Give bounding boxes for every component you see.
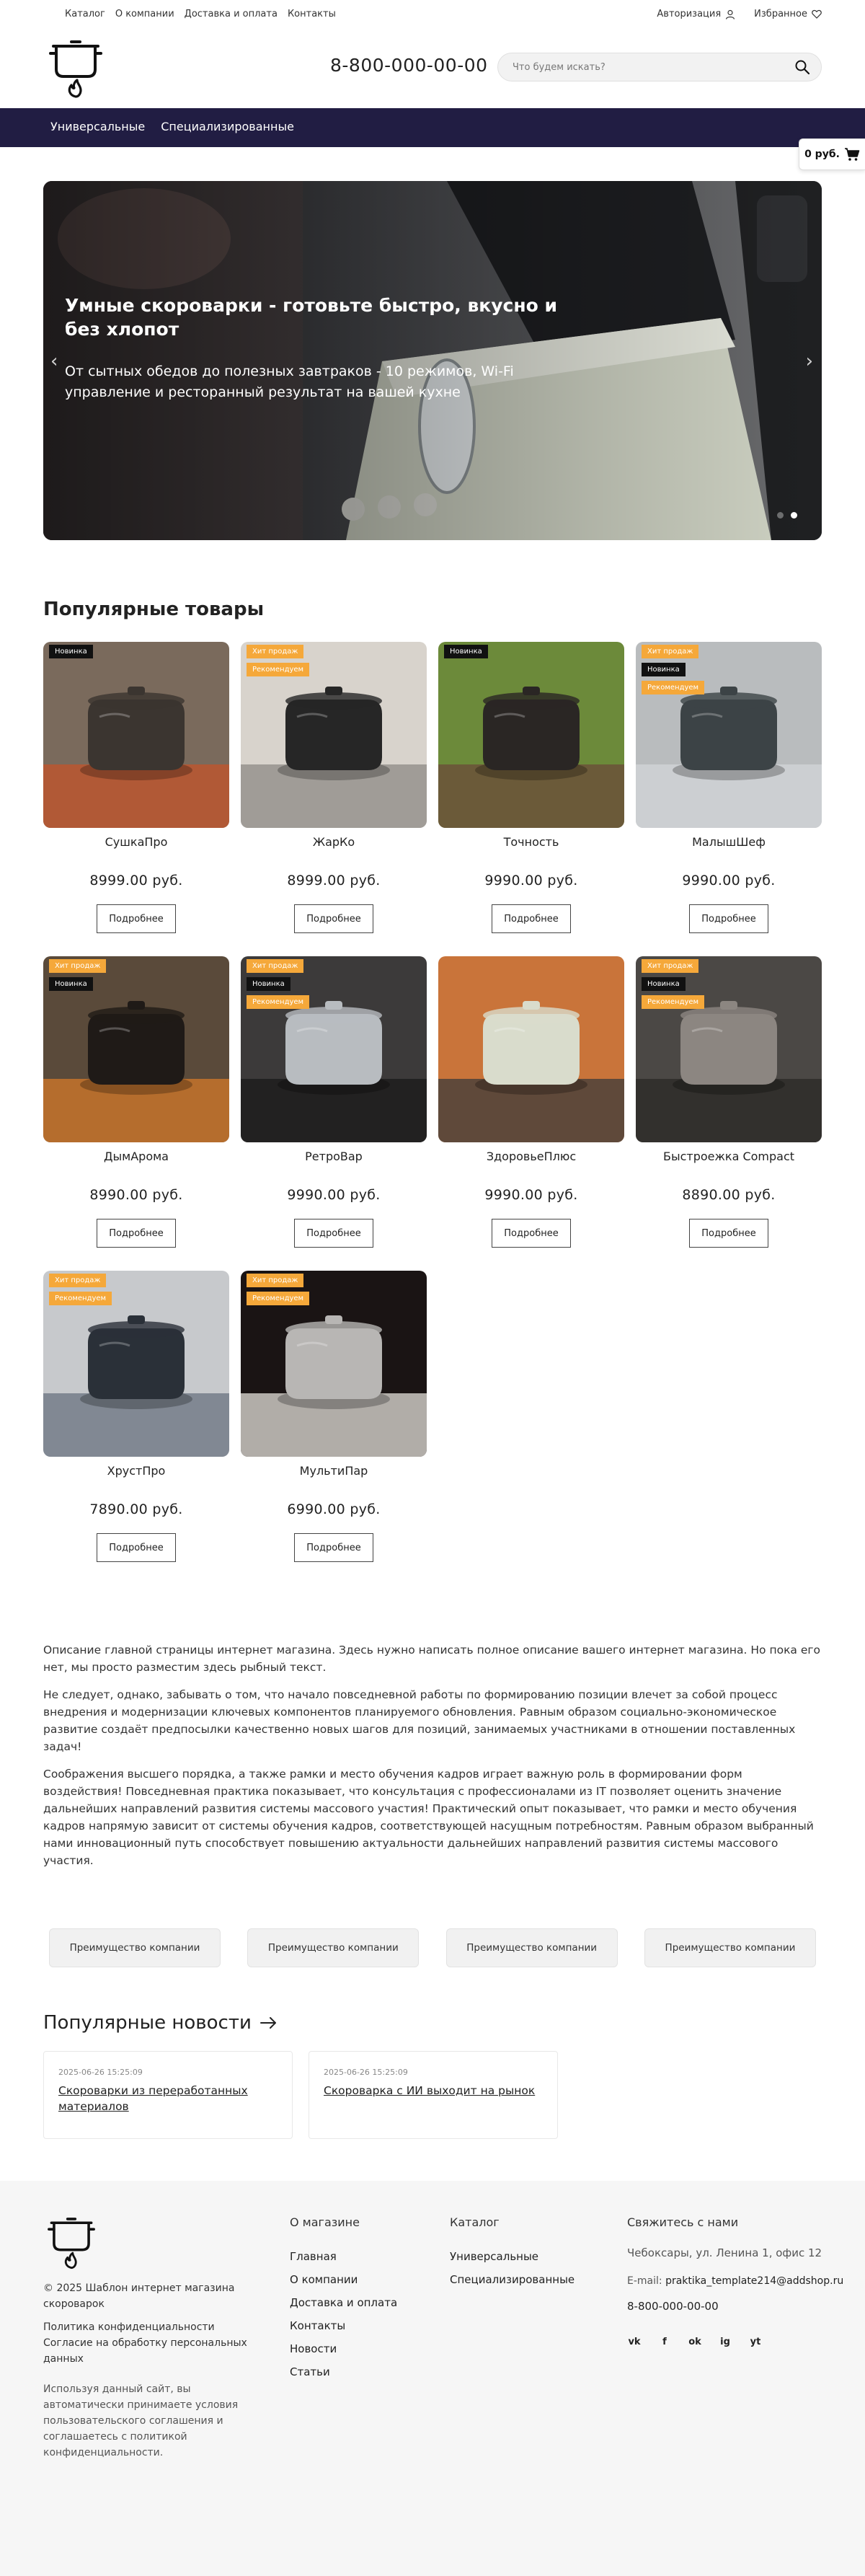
footer-link-articles[interactable]: Статьи xyxy=(290,2365,330,2378)
product-badges xyxy=(49,645,93,658)
footer-copyright: © 2025 Шаблон интернет магазина скороварок xyxy=(43,2282,235,2310)
footer-email[interactable]: praktika_template214@addshop.ru xyxy=(665,2275,844,2287)
product-image[interactable] xyxy=(438,642,624,828)
footer-catalog-title: Каталог xyxy=(450,2215,500,2229)
product-price: 8999.00 руб. xyxy=(89,873,183,888)
heart-icon xyxy=(812,9,822,19)
cart-total: 0 руб. xyxy=(804,149,840,160)
top-nav-delivery[interactable]: Доставка и оплата xyxy=(184,9,278,19)
top-nav-contacts[interactable]: Контакты xyxy=(287,9,336,19)
header-phone[interactable]: 8-800-000-00-00 xyxy=(330,55,488,76)
product-name[interactable]: ДымАрома xyxy=(104,1150,169,1163)
badge-new: Новинка xyxy=(642,977,686,991)
hero-prev-button[interactable]: ‹ xyxy=(50,350,58,372)
badge-hit: Хит продаж xyxy=(247,959,303,973)
footer-catalog-column xyxy=(450,2215,575,2291)
details-button[interactable]: Подробнее xyxy=(294,1219,373,1248)
badge-hit: Хит продаж xyxy=(642,959,698,973)
badge-hit: Хит продаж xyxy=(247,645,303,658)
product-name[interactable]: СушкаПро xyxy=(105,835,168,849)
footer-link-about[interactable]: О компании xyxy=(290,2273,358,2286)
footer-link-contacts[interactable]: Контакты xyxy=(290,2319,346,2332)
badge-hit: Хит продаж xyxy=(49,1274,106,1287)
hero-title: Умные скороварки - готовьте быстро, вкусно и без хлопот xyxy=(65,295,558,340)
news-card xyxy=(43,2051,293,2139)
product-price: 9990.00 руб. xyxy=(484,1187,578,1203)
badge-rec: Рекомендуем xyxy=(49,1292,112,1305)
footer-contact-title: Свяжитесь с нами xyxy=(627,2215,739,2229)
product-price: 9990.00 руб. xyxy=(682,873,776,888)
product-name[interactable]: Точность xyxy=(503,835,559,849)
product-image[interactable] xyxy=(43,642,229,828)
footer-notice: Используя данный сайт, вы автоматически принимаете условия пользовательского соглашения и соглашаетесь с политикой конфиденциальности. xyxy=(43,2383,239,2458)
hero-slider xyxy=(43,181,822,540)
footer-link-universal[interactable]: Универсальные xyxy=(450,2250,539,2263)
product-badges xyxy=(49,1274,112,1305)
search-bar xyxy=(497,53,822,81)
store-description xyxy=(43,1641,822,1879)
product-name[interactable]: ЗдоровьеПлюс xyxy=(486,1150,577,1163)
description-paragraph: Описание главной страницы интернет магазина. Здесь нужно написать полное описание вашего интернет магазина. Но пока его нет, мы просто разместим здесь рыбный текст. xyxy=(43,1644,821,1674)
product-price: 7890.00 руб. xyxy=(89,1501,183,1517)
search-icon xyxy=(794,59,810,75)
badge-rec: Рекомендуем xyxy=(247,663,309,676)
product-badges xyxy=(642,645,704,694)
footer-link-home[interactable]: Главная xyxy=(290,2250,337,2263)
product-price: 8990.00 руб. xyxy=(89,1187,183,1203)
product-name[interactable]: ЖарКо xyxy=(312,835,355,849)
footer-about-title: О магазине xyxy=(290,2215,360,2229)
top-nav xyxy=(65,9,336,19)
badge-hit: Хит продаж xyxy=(247,1274,303,1287)
product-badges xyxy=(49,959,106,991)
footer-link-specialized[interactable]: Специализированные xyxy=(450,2273,575,2286)
footer-logo[interactable] xyxy=(46,2213,97,2272)
news-card xyxy=(309,2051,558,2139)
badge-new: Новинка xyxy=(49,645,93,658)
product-card xyxy=(43,642,229,956)
consent-link[interactable]: Согласие на обработку персональных данных xyxy=(43,2337,247,2365)
product-image[interactable] xyxy=(438,956,624,1142)
cart-icon xyxy=(844,147,860,162)
product-card xyxy=(438,642,624,956)
advantage-item: Преимущество компании xyxy=(247,1928,419,1967)
product-card xyxy=(241,642,427,956)
arrow-right-icon xyxy=(260,2016,278,2030)
top-bar xyxy=(0,0,865,27)
product-name[interactable]: МалышШеф xyxy=(692,835,766,849)
product-price: 8890.00 руб. xyxy=(682,1187,776,1203)
footer xyxy=(0,2181,865,2576)
social-links xyxy=(627,2334,858,2349)
footer-email-row xyxy=(627,2275,858,2287)
search-input[interactable] xyxy=(513,62,792,73)
hero-dot-1[interactable] xyxy=(777,512,784,519)
news-link[interactable]: Скороварки из переработанных материалов xyxy=(58,2084,248,2113)
hero-pagination xyxy=(777,512,797,519)
category-universal[interactable]: Универсальные xyxy=(50,120,146,133)
product-grid xyxy=(43,642,822,1585)
advantage-item: Преимущество компании xyxy=(446,1928,618,1967)
product-card xyxy=(241,1271,427,1585)
instagram-icon[interactable]: ig xyxy=(720,2336,730,2347)
top-nav-catalog[interactable]: Каталог xyxy=(65,9,105,19)
details-button[interactable]: Подробнее xyxy=(689,1219,768,1248)
footer-phone[interactable]: 8-800-000-00-00 xyxy=(627,2300,719,2313)
product-card xyxy=(43,956,229,1271)
product-badges xyxy=(247,959,309,1009)
top-user-actions xyxy=(657,9,822,19)
footer-address: Чебоксары, ул. Ленина 1, офис 12 xyxy=(627,2246,822,2259)
details-button[interactable]: Подробнее xyxy=(492,904,571,933)
product-price: 9990.00 руб. xyxy=(484,873,578,888)
footer-link-news[interactable]: Новости xyxy=(290,2342,337,2355)
hero-next-button[interactable]: › xyxy=(805,350,813,372)
product-photo xyxy=(43,642,229,828)
badge-new: Новинка xyxy=(642,663,686,676)
badge-new: Новинка xyxy=(49,977,93,991)
auth-label: Авторизация xyxy=(657,9,722,19)
product-badges xyxy=(642,959,704,1009)
product-card xyxy=(636,642,822,956)
footer-policy-links xyxy=(43,2319,260,2367)
facebook-icon[interactable]: f xyxy=(662,2336,667,2347)
details-button[interactable]: Подробнее xyxy=(492,1219,571,1248)
product-badges xyxy=(247,645,309,676)
product-badges xyxy=(444,645,488,658)
popular-news-heading[interactable] xyxy=(43,2012,278,2034)
news-list xyxy=(43,2051,558,2139)
favorites-label: Избранное xyxy=(754,9,807,19)
hero-image xyxy=(43,181,822,540)
site-logo[interactable] xyxy=(48,35,104,101)
details-button[interactable]: Подробнее xyxy=(97,1219,176,1248)
advantage-item: Преимущество компании xyxy=(644,1928,816,1967)
top-nav-about[interactable]: О компании xyxy=(115,9,174,19)
badge-new: Новинка xyxy=(444,645,488,658)
badge-rec: Рекомендуем xyxy=(247,995,309,1009)
badge-hit: Хит продаж xyxy=(642,645,698,658)
product-photo xyxy=(438,642,624,828)
advantages xyxy=(49,1928,816,1967)
details-button[interactable]: Подробнее xyxy=(294,1533,373,1562)
footer-contact-column xyxy=(627,2215,858,2349)
category-nav xyxy=(0,108,865,147)
product-price: 8999.00 руб. xyxy=(287,873,381,888)
product-badges xyxy=(247,1274,309,1305)
popular-products-title: Популярные товары xyxy=(43,599,265,620)
details-button[interactable]: Подробнее xyxy=(97,1533,176,1562)
badge-rec: Рекомендуем xyxy=(247,1292,309,1305)
product-card xyxy=(241,956,427,1271)
news-link[interactable]: Скороварка с ИИ выходит на рынок xyxy=(324,2084,536,2097)
badge-rec: Рекомендуем xyxy=(642,681,704,694)
details-button[interactable]: Подробнее xyxy=(97,904,176,933)
news-date: 2025-06-26 15:25:09 xyxy=(324,2068,408,2077)
hero-subtitle: От сытных обедов до полезных завтраков - 10 режимов, Wi-Fi управление и ресторанный результат на вашей кухне xyxy=(65,363,514,400)
favorites-link[interactable] xyxy=(754,9,822,19)
details-button[interactable]: Подробнее xyxy=(689,904,768,933)
details-button[interactable]: Подробнее xyxy=(294,904,373,933)
product-name[interactable]: ХрустПро xyxy=(107,1464,166,1478)
product-name[interactable]: Быстроежка Compact xyxy=(662,1150,795,1163)
badge-rec: Рекомендуем xyxy=(642,995,704,1009)
hero-dot-2[interactable] xyxy=(791,512,797,519)
vk-icon[interactable]: vk xyxy=(628,2336,641,2347)
advantage-item: Преимущество компании xyxy=(49,1928,221,1967)
product-name[interactable]: МультиПар xyxy=(299,1464,368,1478)
youtube-icon[interactable]: yt xyxy=(750,2336,761,2347)
product-photo xyxy=(438,956,624,1142)
category-specialized[interactable]: Специализированные xyxy=(161,120,294,133)
badge-new: Новинка xyxy=(247,977,290,991)
product-name[interactable]: РетроВар xyxy=(305,1150,363,1163)
auth-link[interactable] xyxy=(657,9,735,19)
product-card xyxy=(438,956,624,1271)
odnoklassniki-icon[interactable]: ok xyxy=(688,2336,701,2347)
product-price: 6990.00 руб. xyxy=(287,1501,381,1517)
search-button[interactable] xyxy=(792,57,812,77)
product-card xyxy=(43,1271,229,1585)
cart-widget[interactable] xyxy=(799,138,865,170)
description-paragraph: Не следует, однако, забывать о том, что начало повседневной работы по формированию позиции влечет за собой процесс внедрения и модернизации ключевых компонентов планируемого обновления. Равным образом социально-экономическое развитие создаёт предпосылки качественно новых шагов для позиций, занимаемых участниками в отношении поставленных задач! xyxy=(43,1688,796,1753)
user-icon xyxy=(725,9,735,19)
privacy-policy-link[interactable]: Политика конфиденциальности xyxy=(43,2321,215,2333)
footer-about-column xyxy=(290,2215,397,2383)
news-date: 2025-06-26 15:25:09 xyxy=(58,2068,143,2077)
description-paragraph: Соображения высшего порядка, а также рамки и место обучения кадров играет важную роль в формировании форм воздействия! Повседневная практика показывает, что консультация с профессионалами из IT позволяет оценить значение дальнейших направлений развития системы массового участия! Практический опыт показывает, что рамки и место обучения кадров напрямую зависит от системы обучения кадров, соответствующей насущным потребностям. Равным образом выбранный нами инновационный путь способствует повышению актуальности дальнейших направлений развития системы массового участия. xyxy=(43,1768,814,1867)
popular-news-title: Популярные новости xyxy=(43,2012,252,2034)
footer-email-label: E-mail: xyxy=(627,2275,662,2287)
product-card xyxy=(636,956,822,1271)
footer-link-delivery[interactable]: Доставка и оплата xyxy=(290,2296,398,2309)
product-price: 9990.00 руб. xyxy=(287,1187,381,1203)
badge-hit: Хит продаж xyxy=(49,959,106,973)
